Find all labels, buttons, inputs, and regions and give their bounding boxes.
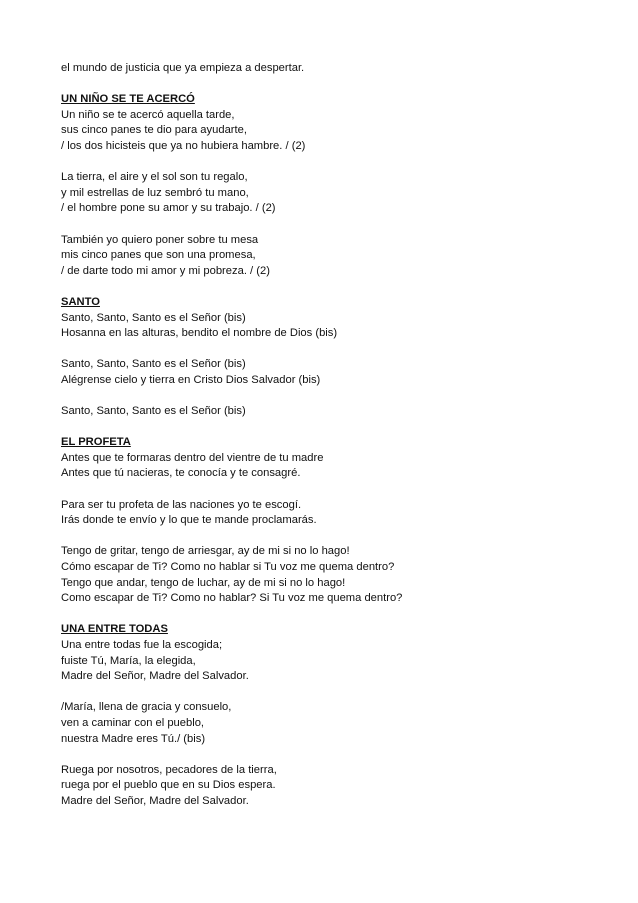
song-title: UNA ENTRE TODAS bbox=[61, 623, 168, 636]
lyric-line: Santo, Santo, Santo es el Señor (bis) bbox=[61, 358, 246, 371]
lyric-line: Una entre todas fue la escogida; bbox=[61, 638, 223, 651]
lyric-line: Alégrense cielo y tierra en Cristo Dios Salvador (bis) bbox=[61, 373, 321, 386]
lyric-line: Un niño se te acercó aquella tarde, bbox=[61, 108, 235, 121]
song-el-profeta bbox=[61, 435, 621, 607]
stanza-gap bbox=[61, 420, 621, 436]
stanza-gap bbox=[61, 607, 621, 623]
lyric-line: Tengo que andar, tengo de luchar, ay de mi si no lo hago! bbox=[61, 576, 346, 589]
lyric-line: mis cinco panes que son una promesa, bbox=[61, 249, 256, 262]
intro-block bbox=[61, 61, 621, 77]
document-page bbox=[61, 61, 621, 810]
stanza-gap bbox=[61, 279, 621, 295]
lyric-line: / de darte todo mi amor y mi pobreza. / (2) bbox=[61, 264, 270, 277]
lyric-line: el mundo de justicia que ya empieza a despertar. bbox=[61, 62, 305, 74]
stanza-gap bbox=[61, 482, 621, 498]
stanza-gap bbox=[61, 685, 621, 701]
stanza-gap bbox=[61, 388, 621, 404]
song-santo bbox=[61, 295, 621, 420]
song-un-nino bbox=[61, 92, 621, 279]
lyric-line: / el hombre pone su amor y su trabajo. / (2) bbox=[61, 202, 276, 215]
lyric-line: Como escapar de Ti? Como no hablar? Si Tu voz me quema dentro? bbox=[61, 592, 403, 605]
lyric-line: sus cinco panes te dio para ayudarte, bbox=[61, 124, 247, 137]
stanza-gap bbox=[61, 747, 621, 763]
lyric-line: Santo, Santo, Santo es el Señor (bis) bbox=[61, 311, 246, 324]
stanza-gap bbox=[61, 529, 621, 545]
lyric-line: Irás donde te envío y lo que te mande proclamarás. bbox=[61, 514, 317, 527]
lyric-line: Ruega por nosotros, pecadores de la tierra, bbox=[61, 763, 277, 776]
lyric-line: /María, llena de gracia y consuelo, bbox=[61, 701, 232, 714]
lyric-line: Tengo de gritar, tengo de arriesgar, ay de mi si no lo hago! bbox=[61, 545, 350, 558]
lyric-line: ven a caminar con el pueblo, bbox=[61, 716, 205, 729]
stanza-gap bbox=[61, 217, 621, 233]
lyric-line: Antes que te formaras dentro del vientre de tu madre bbox=[61, 451, 324, 464]
stanza-gap bbox=[61, 342, 621, 358]
stanza-gap bbox=[61, 77, 621, 93]
lyric-line: ruega por el pueblo que en su Dios espera. bbox=[61, 779, 276, 792]
lyric-line: Santo, Santo, Santo es el Señor (bis) bbox=[61, 405, 246, 418]
lyric-line: La tierra, el aire y el sol son tu regalo, bbox=[61, 171, 248, 184]
lyric-line: y mil estrellas de luz sembró tu mano, bbox=[61, 186, 249, 199]
song-title: EL PROFETA bbox=[61, 436, 131, 449]
lyric-line: Para ser tu profeta de las naciones yo te escogí. bbox=[61, 498, 302, 511]
lyric-line: fuiste Tú, María, la elegida, bbox=[61, 654, 196, 667]
song-title: SANTO bbox=[61, 295, 100, 308]
lyric-line: También yo quiero poner sobre tu mesa bbox=[61, 233, 259, 246]
lyric-line: Madre del Señor, Madre del Salvador. bbox=[61, 670, 249, 683]
lyric-line: Antes que tú nacieras, te conocía y te consagré. bbox=[61, 467, 301, 480]
lyric-line: / los dos hicisteis que ya no hubiera hambre. / (2) bbox=[61, 139, 306, 152]
lyric-line: Cómo escapar de Ti? Como no hablar si Tu voz me quema dentro? bbox=[61, 561, 395, 573]
song-title: UN NIÑO SE TE ACERCÓ bbox=[61, 93, 195, 106]
lyric-line: nuestra Madre eres Tú./ (bis) bbox=[61, 732, 206, 745]
song-una-entre-todas bbox=[61, 622, 621, 809]
stanza-gap bbox=[61, 155, 621, 171]
lyric-line: Hosanna en las alturas, bendito el nombre de Dios (bis) bbox=[61, 327, 338, 340]
lyric-line: Madre del Señor, Madre del Salvador. bbox=[61, 794, 249, 807]
